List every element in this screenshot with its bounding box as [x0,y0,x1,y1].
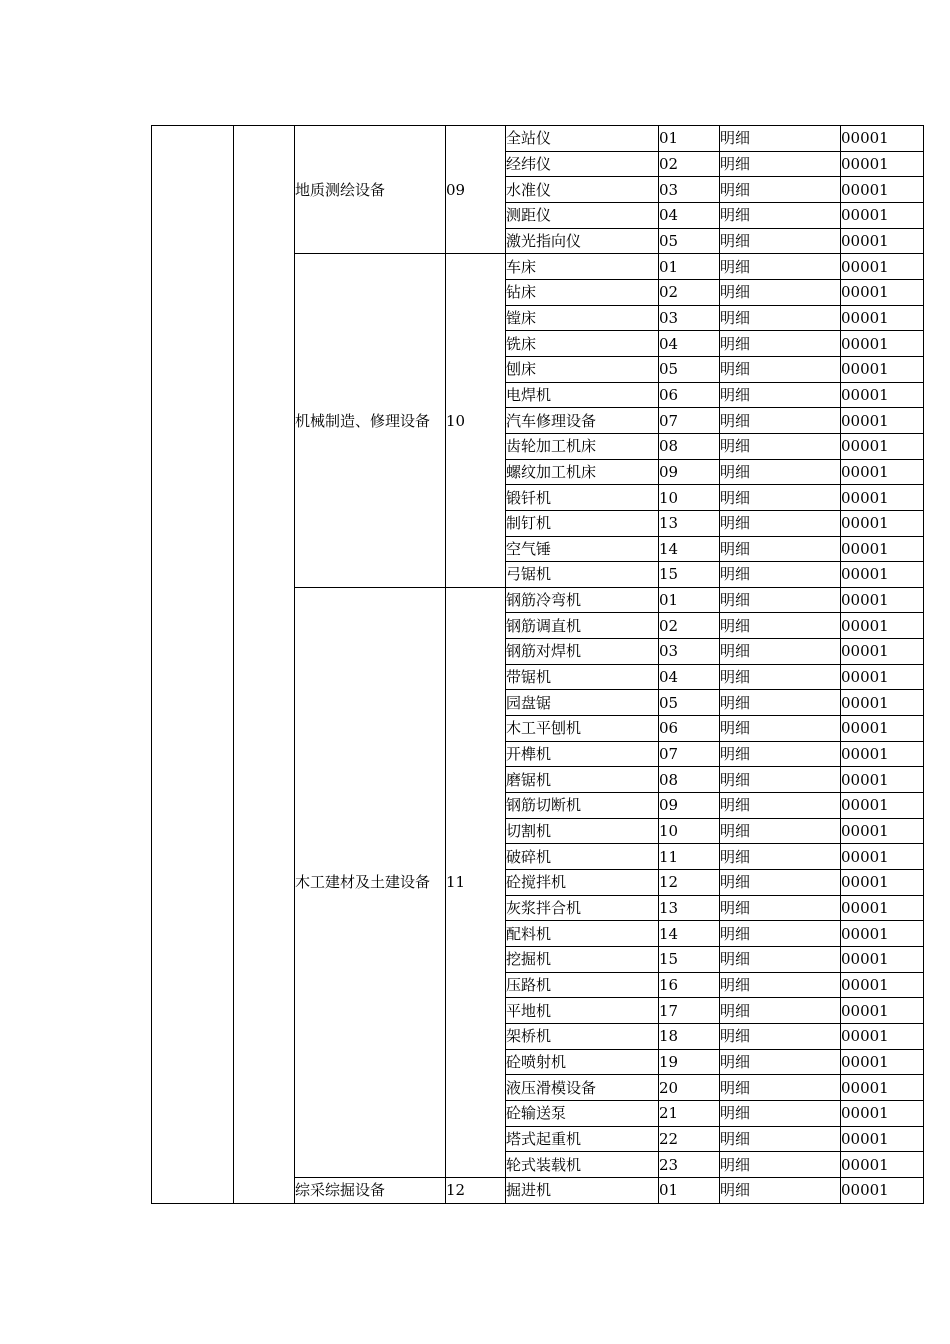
item-number: 02 [659,151,720,177]
item-name: 灰浆拌合机 [506,895,659,921]
item-type: 明细 [720,1152,841,1178]
item-type: 明细 [720,177,841,203]
item-version: 00001 [841,613,924,639]
item-type: 明细 [720,382,841,408]
item-name: 破碎机 [506,844,659,870]
item-number: 10 [659,818,720,844]
item-name: 园盘锯 [506,690,659,716]
item-version: 00001 [841,767,924,793]
item-type: 明细 [720,536,841,562]
item-name: 空气锤 [506,536,659,562]
item-name: 经纬仪 [506,151,659,177]
item-name: 架桥机 [506,1023,659,1049]
item-number: 03 [659,305,720,331]
item-number: 06 [659,382,720,408]
item-name: 切割机 [506,818,659,844]
category-code: 09 [446,126,506,254]
item-number: 09 [659,459,720,485]
item-type: 明细 [720,870,841,896]
item-number: 01 [659,254,720,280]
item-type: 明细 [720,356,841,382]
item-type: 明细 [720,1126,841,1152]
item-name: 车床 [506,254,659,280]
item-version: 00001 [841,459,924,485]
item-name: 塔式起重机 [506,1126,659,1152]
item-version: 00001 [841,1126,924,1152]
item-type: 明细 [720,433,841,459]
item-version: 00001 [841,639,924,665]
item-version: 00001 [841,870,924,896]
item-type: 明细 [720,279,841,305]
item-number: 08 [659,433,720,459]
category-code: 11 [446,587,506,1177]
item-version: 00001 [841,126,924,152]
item-number: 09 [659,793,720,819]
item-name: 开榫机 [506,741,659,767]
item-number: 12 [659,870,720,896]
item-type: 明细 [720,921,841,947]
item-name: 测距仪 [506,202,659,228]
item-number: 05 [659,228,720,254]
item-number: 04 [659,664,720,690]
item-number: 06 [659,716,720,742]
item-name: 液压滑模设备 [506,1075,659,1101]
item-number: 05 [659,356,720,382]
item-number: 13 [659,510,720,536]
item-number: 07 [659,741,720,767]
item-version: 00001 [841,741,924,767]
item-number: 04 [659,331,720,357]
item-type: 明细 [720,690,841,716]
item-number: 03 [659,639,720,665]
item-number: 20 [659,1075,720,1101]
blank-column-2 [234,126,295,1204]
item-type: 明细 [720,408,841,434]
item-number: 15 [659,562,720,588]
item-type: 明细 [720,151,841,177]
item-version: 00001 [841,485,924,511]
item-name: 压路机 [506,972,659,998]
item-number: 04 [659,202,720,228]
item-version: 00001 [841,510,924,536]
category-code: 12 [446,1177,506,1203]
item-type: 明细 [720,331,841,357]
item-number: 21 [659,1100,720,1126]
item-version: 00001 [841,972,924,998]
item-type: 明细 [720,305,841,331]
item-type: 明细 [720,510,841,536]
item-type: 明细 [720,613,841,639]
category-code: 10 [446,254,506,588]
equipment-code-table [151,125,924,1204]
item-version: 00001 [841,356,924,382]
item-type: 明细 [720,587,841,613]
item-name: 水准仪 [506,177,659,203]
item-type: 明细 [720,1177,841,1203]
category-name: 综采综掘设备 [295,1177,446,1203]
item-name: 钢筋冷弯机 [506,587,659,613]
item-name: 磨锯机 [506,767,659,793]
item-type: 明细 [720,664,841,690]
item-version: 00001 [841,1023,924,1049]
item-version: 00001 [841,921,924,947]
item-number: 05 [659,690,720,716]
item-version: 00001 [841,177,924,203]
item-name: 钢筋调直机 [506,613,659,639]
table-row [152,126,924,152]
item-version: 00001 [841,279,924,305]
item-version: 00001 [841,562,924,588]
item-version: 00001 [841,382,924,408]
item-name: 制钉机 [506,510,659,536]
item-number: 08 [659,767,720,793]
item-name: 砼喷射机 [506,1049,659,1075]
item-name: 掘进机 [506,1177,659,1203]
item-name: 配料机 [506,921,659,947]
item-name: 带锯机 [506,664,659,690]
item-type: 明细 [720,895,841,921]
item-version: 00001 [841,202,924,228]
item-number: 03 [659,177,720,203]
item-type: 明细 [720,818,841,844]
item-version: 00001 [841,716,924,742]
item-name: 铣床 [506,331,659,357]
item-version: 00001 [841,1100,924,1126]
item-type: 明细 [720,947,841,973]
item-type: 明细 [720,793,841,819]
item-name: 螺纹加工机床 [506,459,659,485]
item-name: 平地机 [506,998,659,1024]
item-number: 11 [659,844,720,870]
item-name: 钢筋对焊机 [506,639,659,665]
item-type: 明细 [720,1023,841,1049]
item-number: 18 [659,1023,720,1049]
item-type: 明细 [720,1100,841,1126]
item-name: 汽车修理设备 [506,408,659,434]
item-type: 明细 [720,202,841,228]
item-type: 明细 [720,1049,841,1075]
item-type: 明细 [720,459,841,485]
item-type: 明细 [720,844,841,870]
item-number: 22 [659,1126,720,1152]
item-type: 明细 [720,1075,841,1101]
item-version: 00001 [841,408,924,434]
item-version: 00001 [841,1177,924,1203]
item-name: 钢筋切断机 [506,793,659,819]
item-version: 00001 [841,818,924,844]
item-name: 电焊机 [506,382,659,408]
item-type: 明细 [720,254,841,280]
item-version: 00001 [841,433,924,459]
item-type: 明细 [720,639,841,665]
item-name: 激光指向仪 [506,228,659,254]
item-version: 00001 [841,331,924,357]
item-version: 00001 [841,151,924,177]
item-name: 砼搅拌机 [506,870,659,896]
item-type: 明细 [720,716,841,742]
item-version: 00001 [841,1049,924,1075]
item-version: 00001 [841,690,924,716]
item-version: 00001 [841,1075,924,1101]
item-number: 19 [659,1049,720,1075]
item-name: 刨床 [506,356,659,382]
item-version: 00001 [841,305,924,331]
blank-column-1 [152,126,234,1204]
item-version: 00001 [841,254,924,280]
item-version: 00001 [841,998,924,1024]
category-name: 木工建材及土建设备 [295,587,446,1177]
item-name: 齿轮加工机床 [506,433,659,459]
item-name: 弓锯机 [506,562,659,588]
item-number: 14 [659,536,720,562]
item-type: 明细 [720,562,841,588]
item-name: 木工平刨机 [506,716,659,742]
item-version: 00001 [841,793,924,819]
item-number: 02 [659,279,720,305]
item-version: 00001 [841,536,924,562]
item-version: 00001 [841,664,924,690]
item-number: 14 [659,921,720,947]
item-number: 13 [659,895,720,921]
item-type: 明细 [720,485,841,511]
item-type: 明细 [720,741,841,767]
category-name: 地质测绘设备 [295,126,446,254]
item-type: 明细 [720,126,841,152]
item-name: 全站仪 [506,126,659,152]
item-version: 00001 [841,1152,924,1178]
item-version: 00001 [841,947,924,973]
table-body [152,126,924,1204]
item-number: 16 [659,972,720,998]
item-type: 明细 [720,767,841,793]
item-version: 00001 [841,844,924,870]
item-name: 锻钎机 [506,485,659,511]
item-number: 15 [659,947,720,973]
item-number: 01 [659,1177,720,1203]
item-name: 镗床 [506,305,659,331]
item-number: 07 [659,408,720,434]
item-name: 钻床 [506,279,659,305]
item-type: 明细 [720,998,841,1024]
item-version: 00001 [841,587,924,613]
item-name: 挖掘机 [506,947,659,973]
item-type: 明细 [720,972,841,998]
item-number: 23 [659,1152,720,1178]
item-number: 01 [659,587,720,613]
item-number: 17 [659,998,720,1024]
item-number: 02 [659,613,720,639]
item-version: 00001 [841,895,924,921]
item-name: 轮式装载机 [506,1152,659,1178]
item-number: 01 [659,126,720,152]
item-version: 00001 [841,228,924,254]
item-type: 明细 [720,228,841,254]
category-name: 机械制造、修理设备 [295,254,446,588]
item-name: 砼输送泵 [506,1100,659,1126]
item-number: 10 [659,485,720,511]
